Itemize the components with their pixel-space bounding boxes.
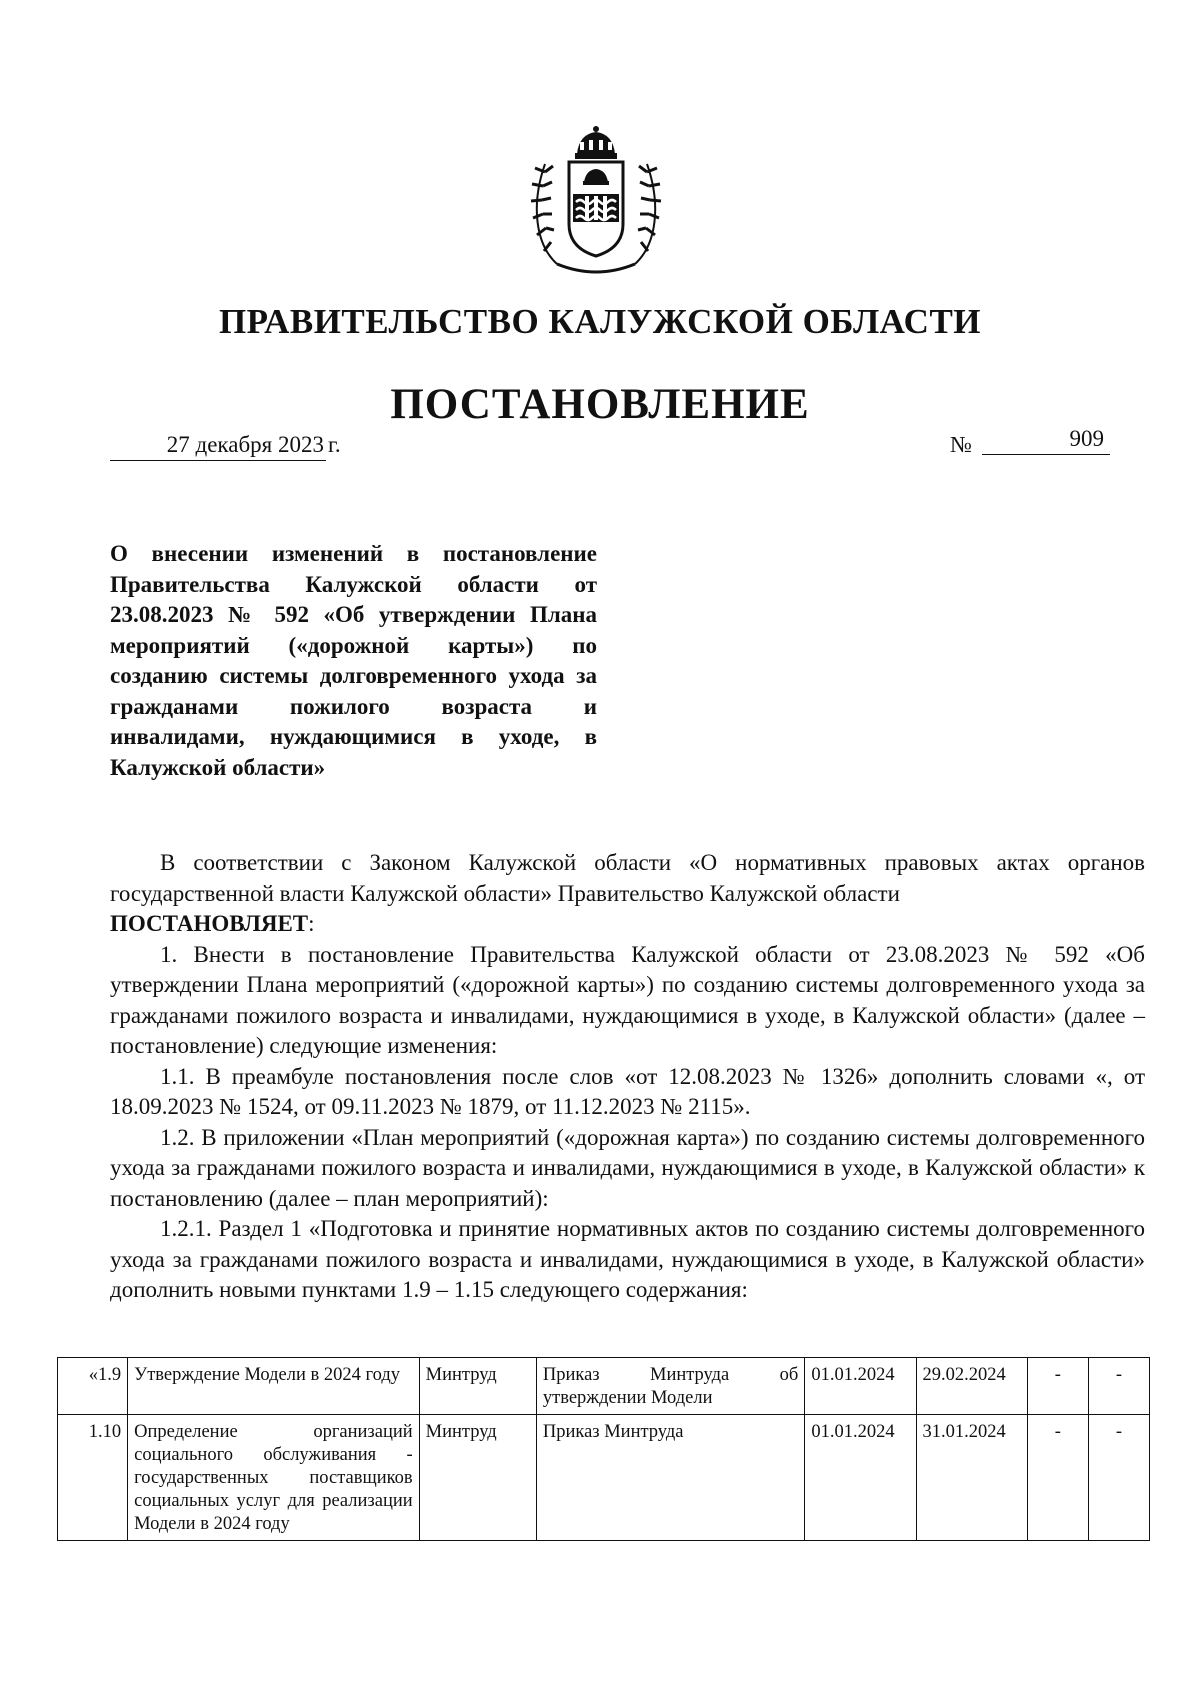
document-number: 909 <box>982 424 1110 455</box>
resolves-line <box>110 909 1145 940</box>
paragraph-1-2-1: 1.2.1. Раздел 1 «Подготовка и принятие нормативных актов по созданию системы долговременного ухода за гражданами пожилого возраста и инвалидами, нуждающимися в уходе, в Калужской области» дополнить новыми пунктами 1.9 – 1.15 следующего содержания: <box>110 1216 1145 1302</box>
cell-start-date: 01.01.2024 <box>805 1358 916 1415</box>
document-type-title: ПОСТАНОВЛЕНИЕ <box>390 381 810 428</box>
cell-col8: - <box>1088 1358 1149 1415</box>
cell-activity: Определение организаций социального обслуживания - государственных поставщиков социальных услуг для реализации Модели в 2024 году <box>128 1415 420 1541</box>
cell-end-date: 31.01.2024 <box>916 1415 1027 1541</box>
cell-activity: Утверждение Модели в 2024 году <box>128 1358 420 1415</box>
cell-executor: Минтруд <box>419 1358 536 1415</box>
cell-col7: - <box>1027 1358 1088 1415</box>
cell-document: Приказ Минтруда об утверждении Модели <box>536 1358 804 1415</box>
document-number-label: № <box>950 432 972 457</box>
cell-col8: - <box>1088 1415 1149 1541</box>
plan-table <box>57 1357 1150 1541</box>
table-row <box>58 1358 1150 1415</box>
cell-number: 1.10 <box>58 1415 128 1541</box>
coat-of-arms-emblem <box>527 124 665 276</box>
cell-start-date: 01.01.2024 <box>805 1415 916 1541</box>
cell-end-date: 29.02.2024 <box>916 1358 1027 1415</box>
cell-col7: - <box>1027 1415 1088 1541</box>
preamble-text: В соответствии с Законом Калужской области «О нормативных правовых актах органов государственной власти Калужской области» Правительство Калужской области <box>110 850 1145 906</box>
paragraph-1-1: 1.1. В преамбуле постановления после слов «от 12.08.2023 № 1326» дополнить словами «, от 18.09.2023 № 1524, от 09.11.2023 № 1879, от 11.12.2023 № 2115». <box>110 1063 1145 1119</box>
cell-executor: Минтруд <box>419 1415 536 1541</box>
cell-document: Приказ Минтруда <box>536 1415 804 1541</box>
document-subject: О внесении изменений в постановление Правительства Калужской области от 23.08.2023 № 592 «Об утверждении Плана мероприятий («дорожной карты») по созданию системы долговременного ухода за гражданами пожилого возраста и инвалидами, нуждающимися в уходе, в Калужской области» <box>110 541 597 780</box>
document-body <box>110 848 1145 1306</box>
organization-title: ПРАВИТЕЛЬСТВО КАЛУЖСКОЙ ОБЛАСТИ <box>218 302 982 341</box>
paragraph-1-2: 1.2. В приложении «План мероприятий («дорожная карта») по созданию системы долговременного ухода за гражданами пожилого возраста и инвалидами, нуждающимися в уходе, в Калужской области» к постановлению (далее – план мероприятий): <box>110 1124 1145 1211</box>
cell-number: «1.9 <box>58 1358 128 1415</box>
resolves-word: ПОСТАНОВЛЯЕТ <box>110 911 309 936</box>
paragraph-1: 1. Внести в постановление Правительства Калужской области от 23.08.2023 № 592 «Об утверждении Плана мероприятий («дорожной карты») по созданию системы долговременного ухода за гражданами пожилого возраста и инвалидами, нуждающимися в уходе, в Калужской области» (далее – постановление) следующие изменения: <box>110 941 1145 1058</box>
document-date-suffix: г. <box>328 432 341 457</box>
document-date: 27 декабря 2023 <box>110 430 326 461</box>
resolves-punct: : <box>308 911 315 936</box>
table-row <box>58 1415 1150 1541</box>
preamble-paragraph <box>110 848 1145 909</box>
